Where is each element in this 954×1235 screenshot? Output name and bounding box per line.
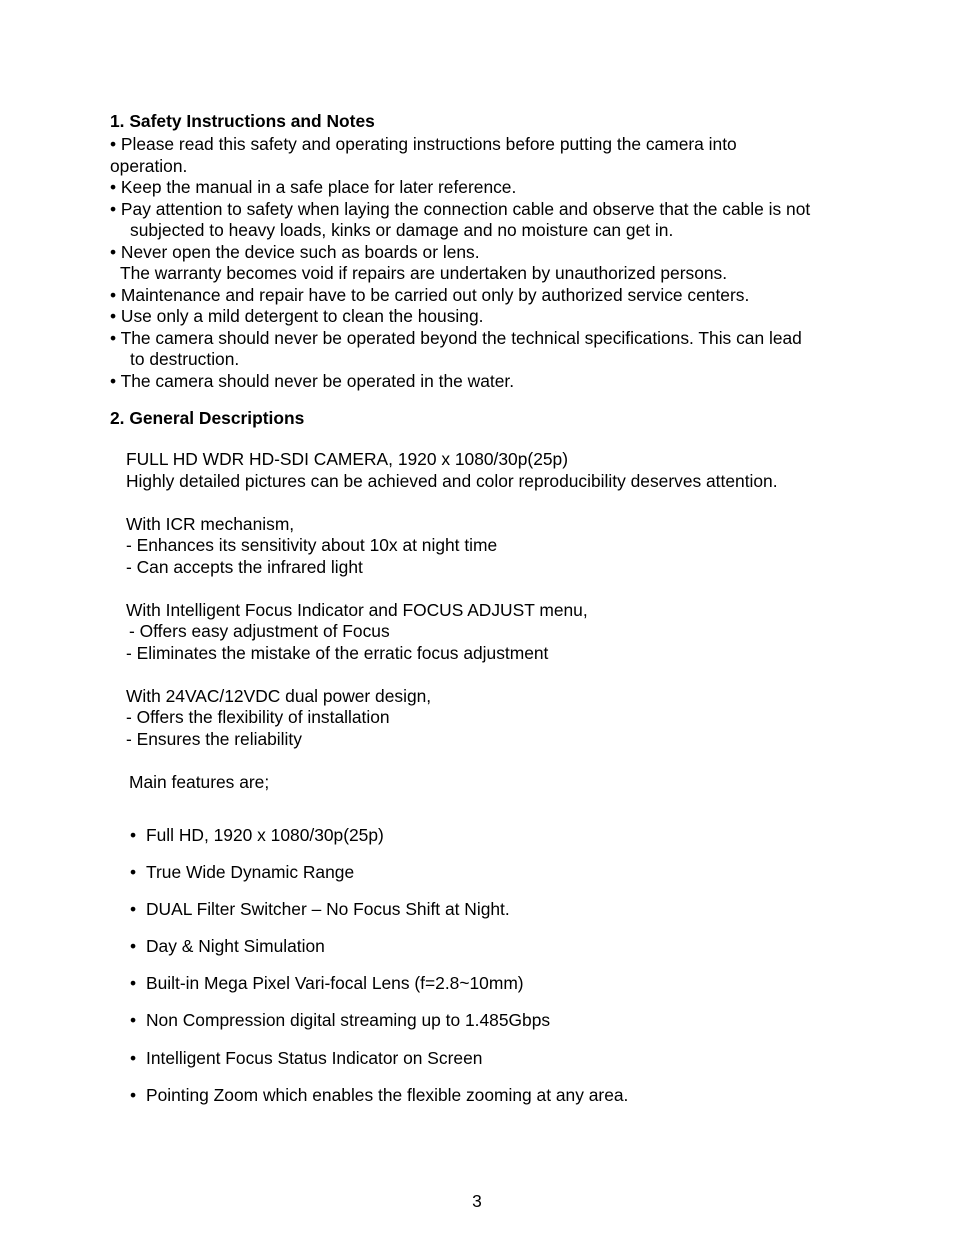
safety-line: • Use only a mild detergent to clean the housing.	[110, 306, 484, 326]
features-list	[130, 824, 628, 1121]
safety-line: • Never open the device such as boards or lens.	[110, 241, 480, 262]
feature-item	[130, 861, 628, 898]
bullet-icon: •	[130, 825, 137, 845]
bullet-icon: •	[130, 1047, 137, 1068]
general-description	[126, 449, 778, 750]
description-line: - Enhances its sensitivity about 10x at night time	[126, 535, 498, 555]
description-line: - Ensures the reliability	[126, 728, 302, 749]
page-number: 3	[472, 1191, 482, 1211]
safety-line: to destruction.	[130, 349, 240, 369]
main-features-label: Main features are;	[129, 772, 270, 792]
safety-line: • The camera should never be operated in the water.	[110, 370, 515, 391]
feature-text: DUAL Filter Switcher – No Focus Shift at Night.	[146, 899, 510, 920]
bullet-icon: •	[130, 899, 137, 920]
bullet-icon: •	[130, 1084, 137, 1105]
safety-line: • Maintenance and repair have to be carried out only by authorized service centers.	[110, 284, 750, 305]
feature-text: Day & Night Simulation	[146, 936, 325, 957]
description-line: - Eliminates the mistake of the erratic focus adjustment	[126, 642, 549, 663]
spacer	[126, 664, 778, 686]
bullet-icon: •	[130, 862, 137, 883]
description-line: With ICR mechanism,	[126, 513, 295, 534]
feature-item	[130, 1047, 628, 1084]
spacer	[126, 578, 778, 600]
safety-line: The warranty becomes void if repairs are undertaken by unauthorized persons.	[120, 263, 728, 283]
safety-line: • Pay attention to safety when laying the connection cable and observe that the cable is not	[110, 198, 811, 219]
description-line: With 24VAC/12VDC dual power design,	[126, 685, 432, 706]
safety-line: • The camera should never be operated beyond the technical specifications. This can lead	[110, 327, 802, 348]
feature-item	[130, 1009, 628, 1046]
description-line: FULL HD WDR HD-SDI CAMERA, 1920 x 1080/30p(25p)	[126, 449, 569, 469]
description-line: - Offers easy adjustment of Focus	[129, 621, 390, 641]
safety-line: subjected to heavy loads, kinks or damage and no moisture can get in.	[130, 220, 674, 240]
feature-text: Pointing Zoom which enables the flexible zooming at any area.	[146, 1084, 629, 1105]
safety-instructions-list	[110, 134, 890, 392]
feature-text: Full HD, 1920 x 1080/30p(25p)	[146, 825, 384, 845]
section-safety-heading: 1. Safety Instructions and Notes	[110, 111, 375, 131]
feature-item	[130, 898, 628, 935]
feature-item	[130, 1084, 628, 1121]
description-line: With Intelligent Focus Indicator and FOCUS ADJUST menu,	[126, 599, 588, 620]
safety-line: • Keep the manual in a safe place for later reference.	[110, 177, 517, 197]
feature-item	[130, 972, 628, 1009]
bullet-icon: •	[130, 1010, 137, 1031]
feature-text: Non Compression digital streaming up to 1.485Gbps	[146, 1010, 551, 1031]
feature-text: Intelligent Focus Status Indicator on Screen	[146, 1047, 483, 1068]
description-line: - Can accepts the infrared light	[126, 556, 363, 577]
description-line: - Offers the flexibility of installation	[126, 707, 390, 727]
description-line: Highly detailed pictures can be achieved and color reproducibility deserves attention.	[126, 470, 778, 491]
safety-line: operation.	[110, 155, 188, 176]
bullet-icon: •	[130, 973, 137, 994]
feature-item	[130, 935, 628, 972]
safety-line: • Please read this safety and operating instructions before putting the camera into	[110, 134, 737, 154]
section-general-heading: 2. General Descriptions	[110, 408, 305, 428]
bullet-icon: •	[130, 936, 137, 957]
feature-item	[130, 824, 628, 861]
spacer	[126, 492, 778, 514]
feature-text: True Wide Dynamic Range	[146, 862, 355, 883]
feature-text: Built-in Mega Pixel Vari-focal Lens (f=2.8~10mm)	[146, 973, 524, 994]
